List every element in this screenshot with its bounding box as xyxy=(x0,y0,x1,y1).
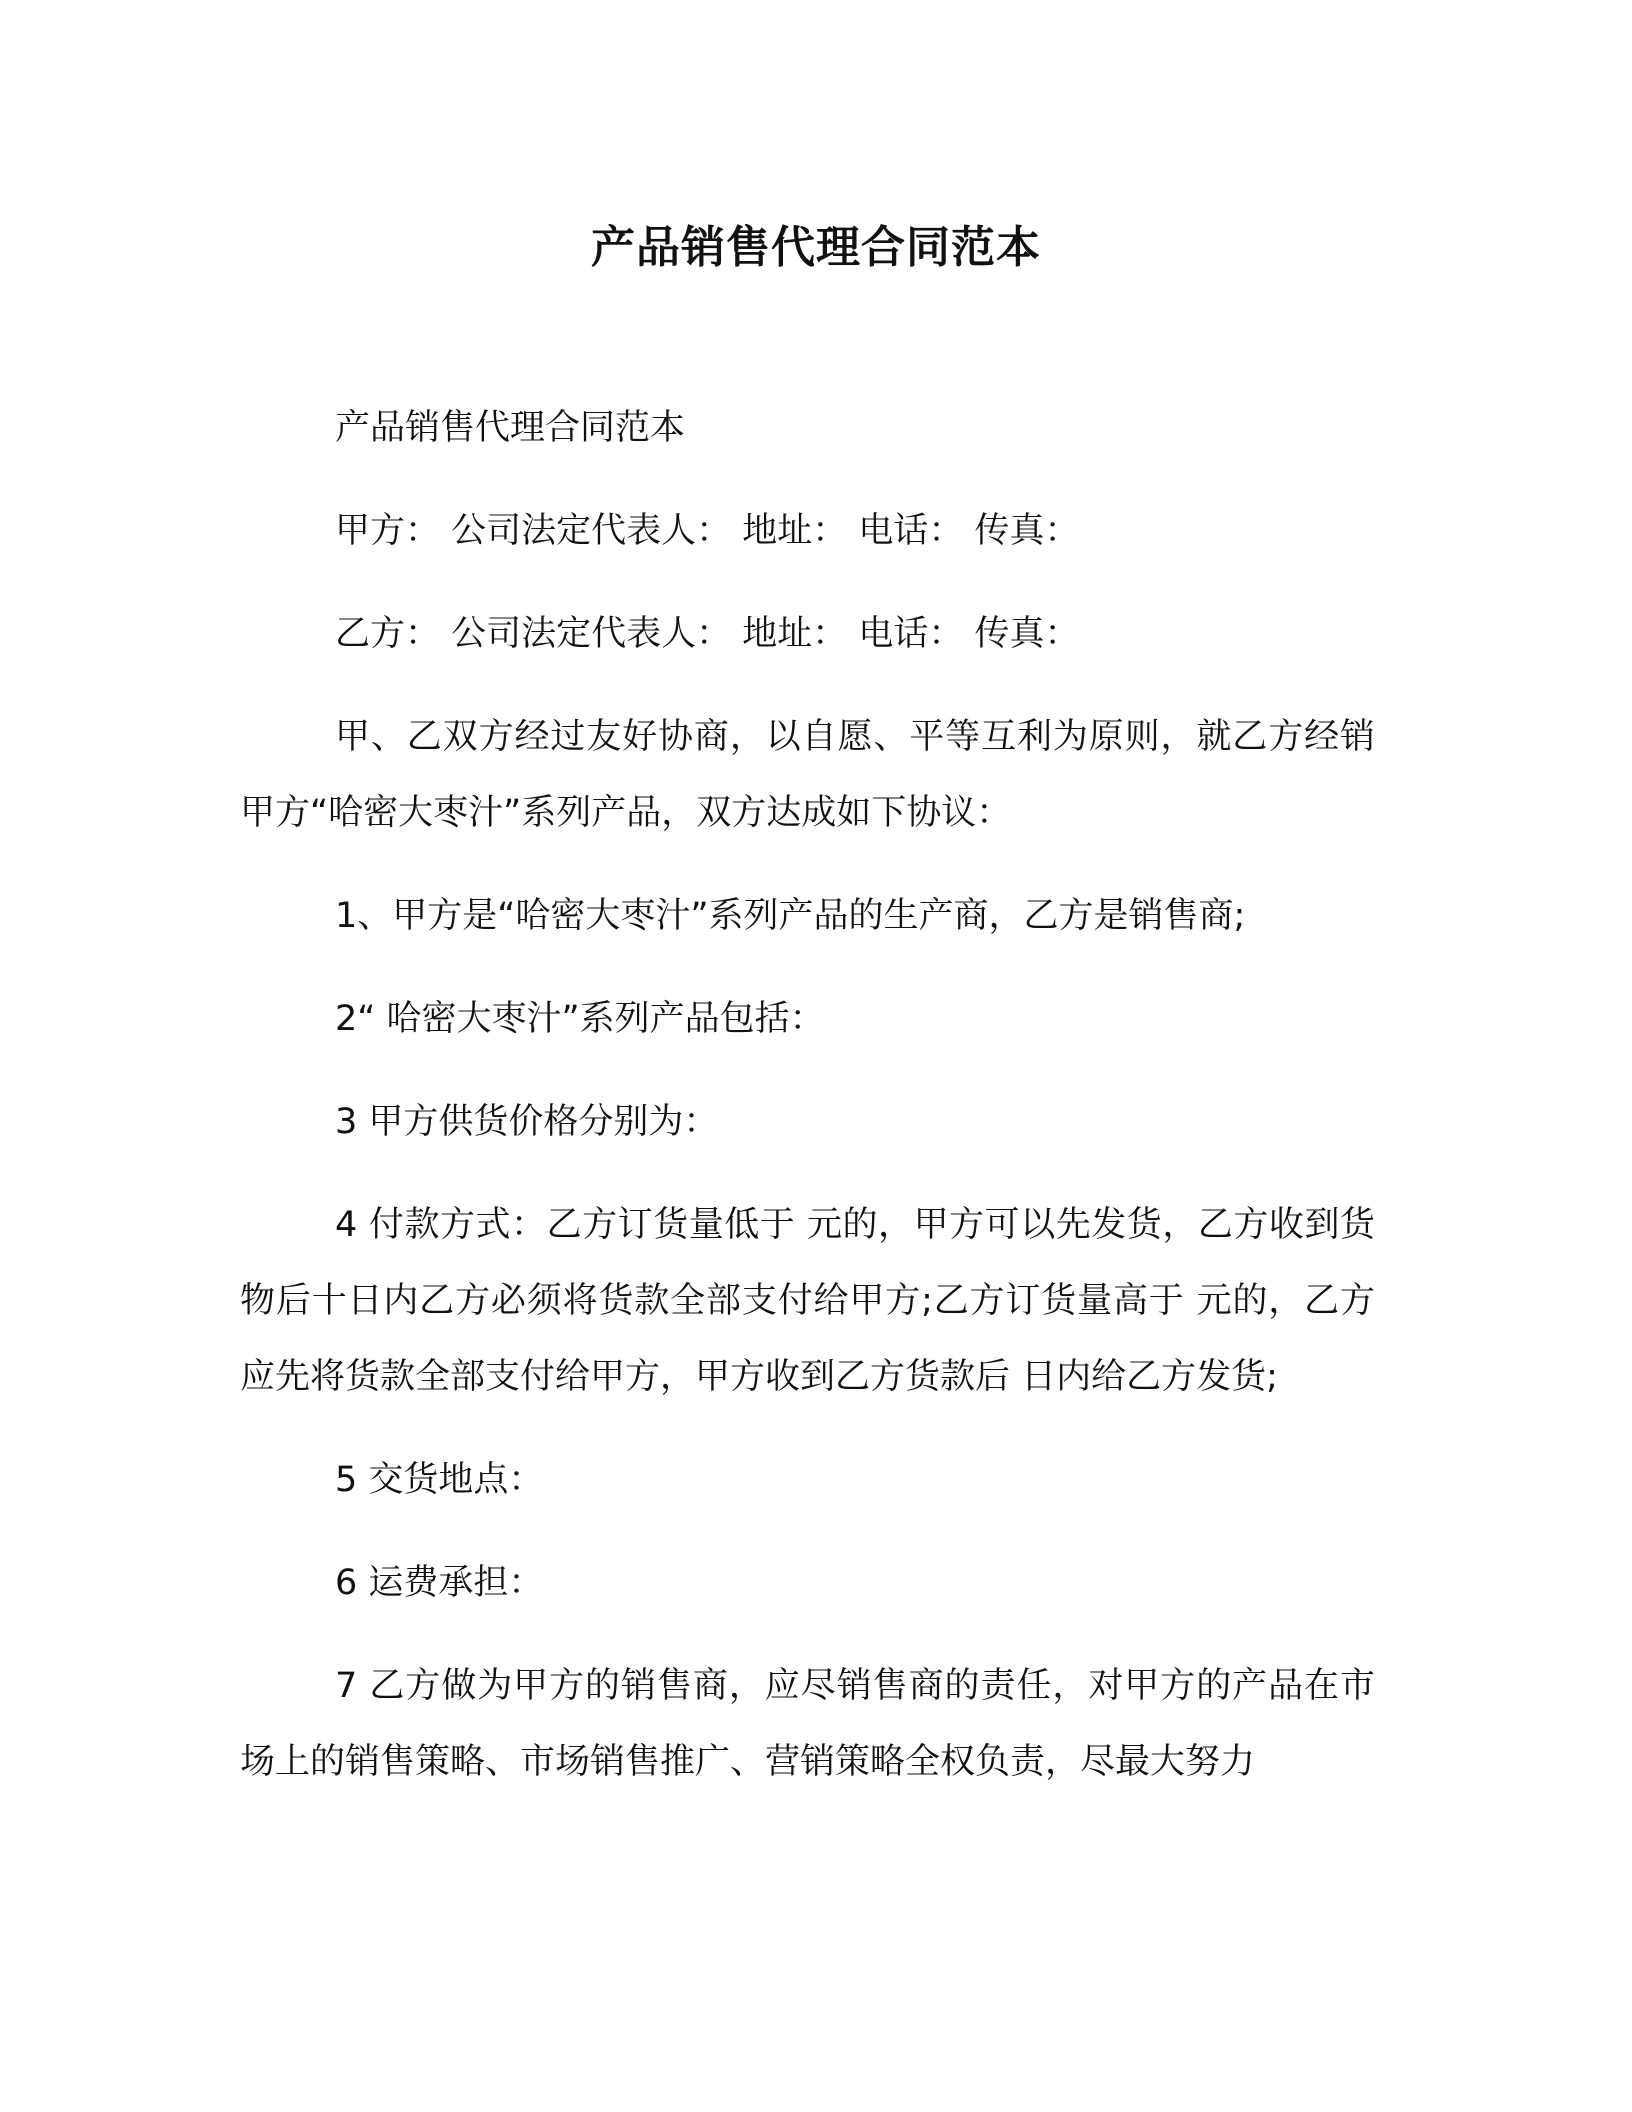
paragraph-clause-7: 7 乙方做为甲方的销售商，应尽销售商的责任，对甲方的产品在市场上的销售策略、市场销售推广、营销策略全权负责，尽最大努力 xyxy=(240,1666,1375,1782)
paragraph-clause-4: 4 付款方式：乙方订货量低于 元的，甲方可以先发货，乙方收到货物后十日内乙方必须将货款全部支付给甲方;乙方订货量高于 元的，乙方应先将货款全部支付给甲方，甲方收到乙方货款后 日内给乙方发货; xyxy=(240,1205,1375,1397)
paragraph-clause-6: 6 运费承担： xyxy=(335,1563,544,1603)
paragraph-preamble: 甲、乙双方经过友好协商，以自愿、平等互利为原则，就乙方经销甲方“哈密大枣汁”系列产品，双方达成如下协议： xyxy=(240,717,1375,833)
paragraph-party-b: 乙方： 公司法定代表人： 地址： 电话： 传真： xyxy=(335,614,1080,654)
document-title: 产品销售代理合同范本 xyxy=(591,222,1041,273)
paragraph-clause-2: 2“ 哈密大枣汁”系列产品包括： xyxy=(335,999,825,1039)
paragraph-clause-5: 5 交货地点： xyxy=(335,1460,544,1500)
paragraph-clause-1: 1、甲方是“哈密大枣汁”系列产品的生产商，乙方是销售商; xyxy=(335,896,1246,936)
paragraph-clause-3: 3 甲方供货价格分别为： xyxy=(335,1102,719,1142)
document-body xyxy=(240,390,1375,1827)
paragraph-party-a: 甲方： 公司法定代表人： 地址： 电话： 传真： xyxy=(335,511,1080,551)
paragraph-heading: 产品销售代理合同范本 xyxy=(335,408,686,448)
